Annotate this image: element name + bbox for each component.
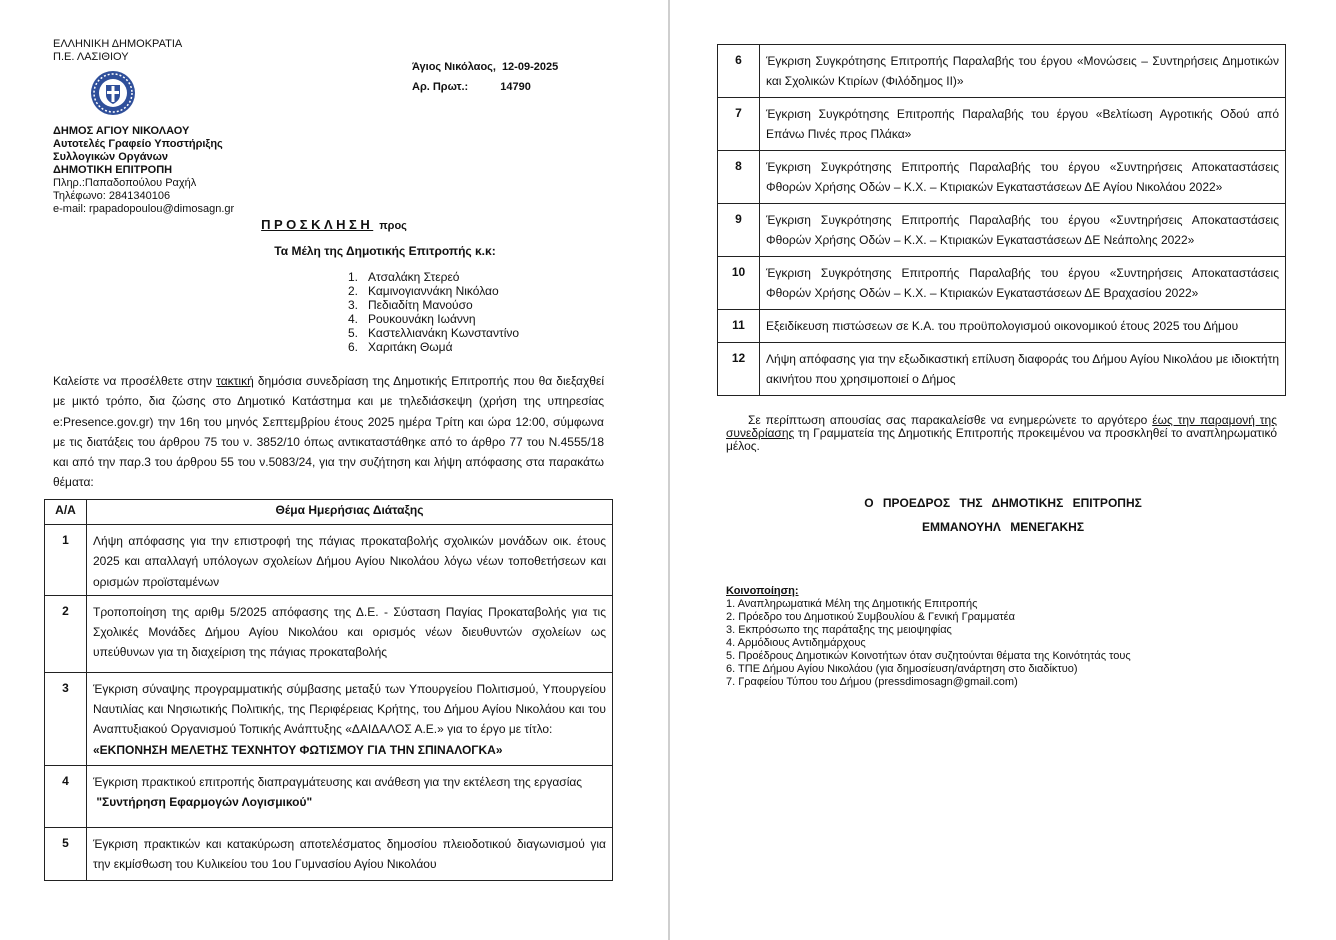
agenda-item-number: 3	[45, 672, 87, 765]
agenda-item-text: Έγκριση Συγκρότησης Επιτροπής Παραλαβής του έργου «Συντηρήσεις Αποκαταστάσεις Φθορών Χρήσης Οδών – Κ.Χ. – Κτιριακών Εγκαταστάσεων ΔΕ Νεάπολης 2022»	[760, 204, 1286, 257]
member-number: 6.	[348, 340, 359, 354]
member-item	[348, 284, 519, 298]
invitation-heading-suffix: προς	[379, 220, 407, 232]
member-name: Πεδιαδίτη Μανούσο	[368, 298, 473, 312]
agenda-item-number: 1	[45, 525, 87, 596]
agenda-item-number: 4	[45, 765, 87, 827]
member-item	[348, 298, 519, 312]
notice-text: τη Γραμματεία της Δημοτικής Επιτροπής προκειμένου να προσκληθεί το αναπληρωματικό μέλος.	[726, 426, 1277, 453]
agenda-row	[718, 204, 1286, 257]
distribution-item: 5. Προέδρους Δημοτικών Κοινοτήτων όταν συζητούνται θέματα της Κοινότητάς τους	[726, 650, 1131, 662]
distribution-item: 7. Γραφείου Τύπου του Δήμου (pressdimosagn@gmail.com)	[726, 676, 1018, 688]
contact-email: e-mail: rpapadopoulou@dimosagn.gr	[53, 203, 235, 215]
agenda-row	[45, 827, 613, 880]
agenda-table-continued	[717, 44, 1286, 396]
member-item	[348, 312, 519, 326]
signatory-role: Ο ΠΡΟΕΔΡΟΣ ΤΗΣ ΔΗΜΟΤΙΚΗΣ ΕΠΙΤΡΟΠΗΣ	[864, 496, 1142, 510]
member-item	[348, 270, 519, 284]
agenda-header-row	[45, 500, 613, 525]
protocol-number: 14790	[500, 81, 531, 93]
agenda-row	[718, 310, 1286, 343]
agenda-row	[45, 595, 613, 672]
notice-text: Σε περίπτωση απουσίας σας παρακαλείσθε να ενημερώνετε το αργότερο	[748, 413, 1153, 427]
agenda-item-text: Τροποποίηση της αριθμ 5/2025 απόφασης της Δ.Ε. - Σύσταση Παγίας Προκαταβολής για τις Σχολικές Μονάδες Δήμου Αγίου Νικολάου και ορισμός νέων διευθυντών σχολείων ως υπεύθυνων για τη διαχείριση της πάγιας προκαταβολής	[87, 595, 613, 672]
agenda-item-number: 2	[45, 595, 87, 672]
signature-block	[670, 496, 1336, 544]
agenda-item-title: «ΕΚΠΟΝΗΣΗ ΜΕΛΕΤΗΣ ΤΕΧΝΗΤΟΥ ΦΩΤΙΣΜΟΥ ΓΙΑ ΤΗΝ ΣΠΙΝΑΛΟΓΚΑ»	[93, 742, 503, 757]
place-date-label: Άγιος Νικόλαος,	[412, 61, 496, 73]
protocol-row	[412, 77, 558, 97]
agenda-item-cell	[87, 765, 613, 827]
distribution-item: 4. Αρμόδιους Αντιδημάρχους	[726, 637, 866, 649]
agenda-item-number: 6	[718, 45, 760, 98]
agenda-row	[45, 525, 613, 596]
document-date: 12-09-2025	[501, 61, 559, 73]
member-item	[348, 326, 519, 340]
agenda-item-text: Έγκριση σύναψης προγραμματικής σύμβασης μεταξύ των Υπουργείου Πολιτισμού, Υπουργείου Ναυτιλίας και Νησιωτικής Πολιτικής, της Περιφέρειας Κρήτης, του Δήμου Αγίου Νικολάου και του Αναπτυξιακού Οργανισμού Τοπικής Ανάπτυξης «ΔΑΙΔΑΛΟΣ Α.Ε.» για το έργο με τίτλο:	[93, 681, 606, 737]
office-line: Συλλογικών Οργάνων	[53, 151, 169, 163]
agenda-item-text: Έγκριση πρακτικού επιτροπής διαπραγμάτευσης και ανάθεση για την εκτέλεση της εργασίας	[93, 774, 583, 789]
distribution-list	[726, 598, 1131, 689]
distribution-item: 2. Πρόεδρο του Δημοτικού Συμβουλίου & Γενική Γραμματέα	[726, 611, 1015, 623]
agenda-item-text: Έγκριση Συγκρότησης Επιτροπής Παραλαβής του έργου «Μονώσεις – Συντηρήσεις Δημοτικών και Σχολικών Κτιρίων (Φιλόδημος ΙΙ)»	[760, 45, 1286, 98]
invitation-heading: ΠΡΟΣΚΛΗΣΗ	[261, 217, 374, 232]
agenda-table	[44, 499, 613, 881]
member-name: Καστελλιανάκη Κωνσταντίνο	[368, 326, 520, 340]
contact-person: Πληρ.:Παπαδοπούλου Ραχήλ	[53, 177, 197, 189]
member-name: Καμινογιαννάκη Νικόλαο	[368, 284, 499, 298]
office-block	[53, 125, 234, 216]
agenda-item-title: "Συντήρηση Εφαρμογών Λογισμικού"	[96, 795, 313, 810]
committee-name: ΔΗΜΟΤΙΚΗ ΕΠΙΤΡΟΠΗ	[53, 164, 173, 176]
agenda-item-number: 5	[45, 827, 87, 880]
agenda-item-number: 9	[718, 204, 760, 257]
agenda-item-text: Έγκριση πρακτικών και κατακύρωση αποτελέσματος δημοσίου πλειοδοτικού διαγωνισμού για την εκμίσθωση του Κυλικείου του 1ου Γυμνασίου Αγίου Νικολάου	[87, 827, 613, 880]
agenda-col-topic: Θέμα Ημερήσιας Διάταξης	[87, 500, 613, 525]
members-list	[348, 270, 519, 354]
agenda-item-number: 7	[718, 98, 760, 151]
signatory-name: ΕΜΜΑΝΟΥΗΛ ΜΕΝΕΓΑΚΗΣ	[921, 520, 1085, 534]
member-number: 5.	[348, 326, 359, 340]
agenda-item-number: 11	[718, 310, 760, 343]
member-number: 3.	[348, 298, 359, 312]
document-meta	[412, 57, 558, 97]
intro-emphasis: τακτική	[216, 374, 254, 388]
agenda-row	[718, 98, 1286, 151]
agenda-item-number: 12	[718, 343, 760, 396]
agenda-item-text: Εξειδίκευση πιστώσεων σε Κ.Α. του προϋπολογισμού οικονομικού έτους 2025 του Δήμου	[760, 310, 1286, 343]
protocol-label: Αρ. Πρωτ.:	[412, 81, 469, 93]
greek-republic-seal-icon	[90, 70, 136, 116]
agenda-row	[718, 257, 1286, 310]
intro-text: δημόσια συνεδρίαση της Δημοτικής Επιτροπής που θα διεξαχθεί με μικτό τρόπο, δια ζώσης στο Δημοτικό Κατάστημα και με τηλεδιάσκεψη (χρήση της υπηρεσίας e:Presence.gov.gr) την 16η του μηνός Σεπτεμβρίου έτους 2025 ημέρα Τρίτη και ώρα 12:00, σύμφωνα με τις διατάξεις του άρθρου 75 του ν. 3852/10 όπως αντικαταστάθηκε από το άρθρο 77 του Ν.4555/18 και από την παρ.3 του άρθρου 55 του ν.5083/24, για την συζήτηση και λήψη απόφασης στα παρακάτω θέματα:	[53, 374, 604, 490]
agenda-item-text: Λήψη απόφασης για την εξωδικαστική επίλυση διαφοράς του Δήμου Αγίου Νικολάου με ιδιοκτήτη ακινήτου που χρησιμοποιεί ο Δήμος	[760, 343, 1286, 396]
member-item	[348, 340, 519, 354]
distribution-item: 3. Εκπρόσωπο της παράταξης της μειοψηφίας	[726, 624, 952, 636]
municipality-name: ΔΗΜΟΣ ΑΓΙΟΥ ΝΙΚΟΛΑΟΥ	[53, 125, 190, 137]
member-number: 1.	[348, 270, 359, 284]
invitation-body	[53, 371, 604, 493]
place-date-row	[412, 57, 558, 77]
issuer-line: ΕΛΛΗΝΙΚΗ ΔΗΜΟΚΡΑΤΙΑ	[53, 38, 183, 50]
member-number: 4.	[348, 312, 359, 326]
agenda-item-text: Έγκριση Συγκρότησης Επιτροπής Παραλαβής του έργου «Βελτίωση Αγροτικής Οδού από Επάνω Πινές προς Πλάκα»	[760, 98, 1286, 151]
invitation-subtitle: Τα Μέλη της Δημοτικής Επιτροπής κ.κ:	[274, 244, 496, 258]
issuer-block	[53, 38, 182, 64]
agenda-row	[718, 343, 1286, 396]
agenda-item-number: 8	[718, 151, 760, 204]
distribution-title: Κοινοποίηση:	[726, 585, 799, 597]
agenda-row	[718, 45, 1286, 98]
agenda-row	[45, 672, 613, 765]
agenda-item-text: Έγκριση Συγκρότησης Επιτροπής Παραλαβής του έργου «Συντηρήσεις Αποκαταστάσεις Φθορών Χρήσης Οδών – Κ.Χ. – Κτιριακών Εγκαταστάσεων ΔΕ Βραχασίου 2022»	[760, 257, 1286, 310]
member-name: Ρουκουνάκη Ιωάννη	[368, 312, 476, 326]
agenda-item-cell	[87, 672, 613, 765]
member-number: 2.	[348, 284, 359, 298]
intro-text: Καλείστε να προσέλθετε στην	[53, 374, 217, 388]
office-line: Αυτοτελές Γραφείο Υποστήριξης	[53, 138, 223, 150]
invitation-title	[0, 217, 668, 232]
issuer-line: Π.Ε. ΛΑΣΙΘΙΟΥ	[53, 51, 129, 63]
member-name: Χαριτάκη Θωμά	[368, 340, 453, 354]
agenda-item-number: 10	[718, 257, 760, 310]
agenda-item-text: Λήψη απόφασης για την επιστροφή της πάγιας προκαταβολής σχολικών μονάδων οικ. έτους 2025 και απαλλαγή υπόλογων σχολείων Δήμου Αγίου Νικολάου λόγω νέων τοποθετήσεων και ορισμών προϊσταμένων	[87, 525, 613, 596]
agenda-row	[718, 151, 1286, 204]
member-name: Ατσαλάκη Στερεό	[368, 270, 460, 284]
agenda-item-text: Έγκριση Συγκρότησης Επιτροπής Παραλαβής του έργου «Συντηρήσεις Αποκαταστάσεις Φθορών Χρήσης Οδών – Κ.Χ. – Κτιριακών Εγκαταστάσεων ΔΕ Αγίου Νικολάου 2022»	[760, 151, 1286, 204]
notice-emphasis: έως την παραμονή της συνεδρίασης	[726, 413, 1278, 440]
agenda-col-number: Α/Α	[45, 500, 87, 525]
distribution-item: 1. Αναπληρωματικά Μέλη της Δημοτικής Επιτροπής	[726, 598, 978, 610]
contact-phone: Τηλέφωνο: 2841340106	[53, 190, 171, 202]
distribution-item: 6. ΤΠΕ Δήμου Αγίου Νικολάου (για δημοσίευση/ανάρτηση στο διαδίκτυο)	[726, 663, 1078, 675]
document-page-2	[670, 0, 1336, 940]
agenda-row	[45, 765, 613, 827]
absence-notice	[726, 414, 1277, 453]
